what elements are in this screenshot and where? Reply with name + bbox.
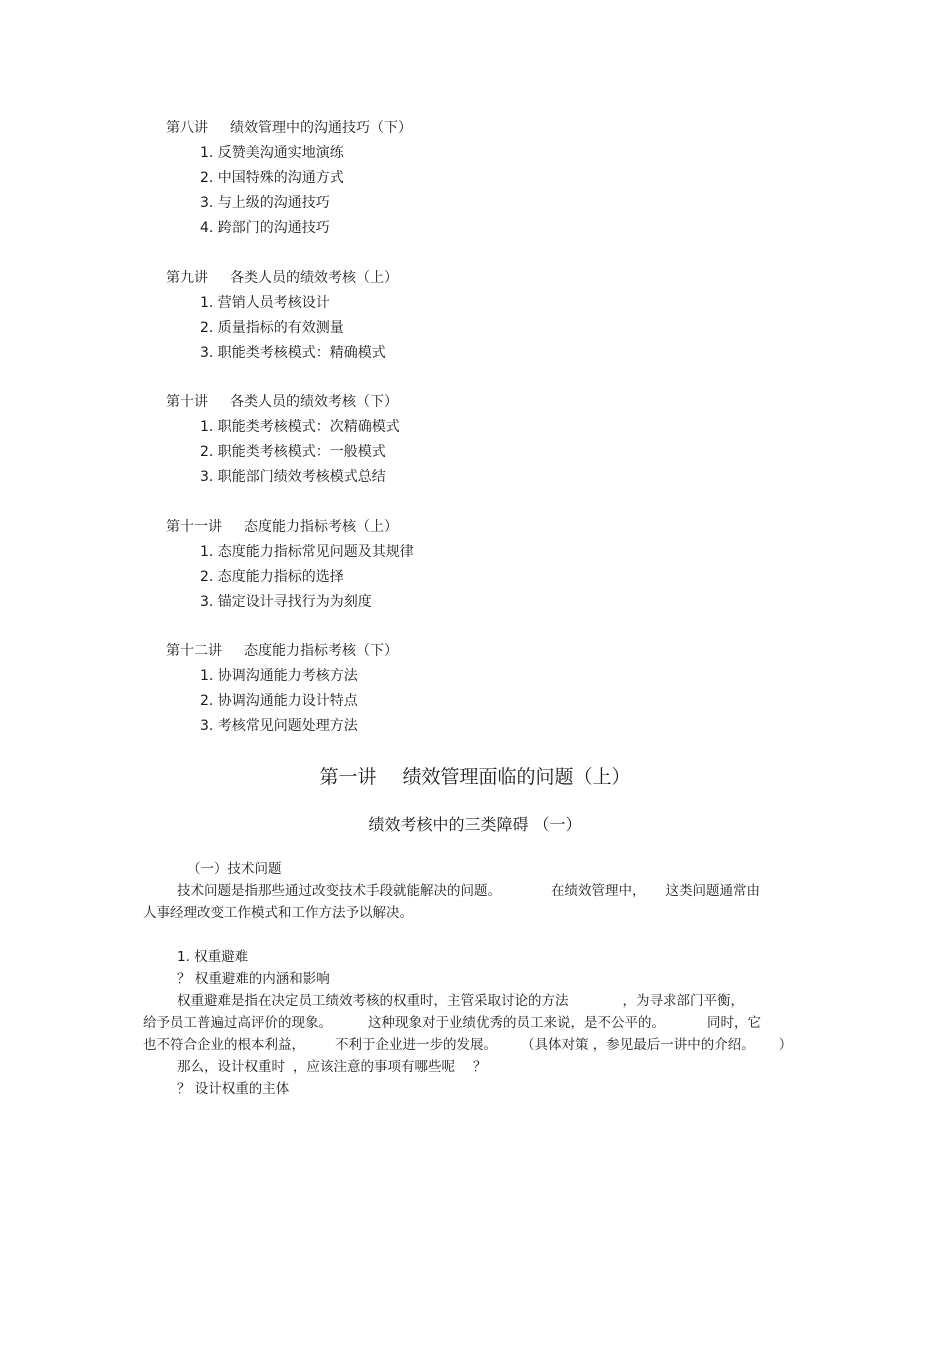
text-segment: （具体对策 ，参见最后一讲中的介绍。 <box>521 1037 755 1053</box>
text-segment: 同时，它 <box>707 1015 761 1031</box>
list-item: 1. 协调沟通能力考核方法 <box>200 668 358 684</box>
text-segment: 不利于企业进一步的发展。 <box>335 1037 497 1053</box>
chapter-heading <box>0 763 950 791</box>
blank-line <box>143 924 808 946</box>
text-segment: 给予员工普遍过高评价的现象。 <box>143 1015 332 1031</box>
list-item: 2. 中国特殊的沟通方式 <box>200 170 344 186</box>
text-segment: 权重避难是指在决定员工绩效考核的权重时，主管采取讨论的方法 <box>177 993 569 1009</box>
sub-heading: （一）技术问题 <box>187 861 282 877</box>
text-segment: 这种现象对于业绩优秀的员工来说，是不公平的。 <box>368 1015 665 1031</box>
paragraph-line <box>143 1034 808 1056</box>
lecture-name: 各类人员的绩效考核（下） <box>230 394 398 410</box>
list-item: 2. 协调沟通能力设计特点 <box>200 693 358 709</box>
list-item: 1. 权重避难 <box>177 949 249 965</box>
text-segment: ，应该注意的事项有哪些呢 <box>293 1059 455 1075</box>
paragraph-line <box>143 1012 808 1034</box>
list-item: 3. 考核常见问题处理方法 <box>200 718 358 734</box>
list-item: 1. 态度能力指标常见问题及其规律 <box>200 544 414 560</box>
lecture-11 <box>166 515 414 615</box>
lecture-name: 态度能力指标考核（上） <box>244 519 398 535</box>
list-item: 3. 职能类考核模式：精确模式 <box>200 345 386 361</box>
list-item: 1. 营销人员考核设计 <box>200 295 330 311</box>
lecture-title <box>166 515 414 540</box>
list-item: 4. 跨部门的沟通技巧 <box>200 220 330 236</box>
text-segment: 在绩效管理中， <box>551 883 646 899</box>
paragraph-line <box>143 990 808 1012</box>
question-line: ？ 设计权重的主体 <box>177 1081 290 1097</box>
list-item: 1. 职能类考核模式：次精确模式 <box>200 419 400 435</box>
text-segment: 那么，设计权重时 <box>177 1059 285 1075</box>
text-segment: 也不符合企业的根本利益， <box>143 1037 305 1053</box>
lecture-number: 第十二讲 <box>166 643 222 659</box>
lecture-9 <box>166 266 398 366</box>
lecture-number: 第十一讲 <box>166 519 222 535</box>
lecture-name: 态度能力指标考核（下） <box>244 643 398 659</box>
list-item: 2. 质量指标的有效测量 <box>200 320 344 336</box>
list-item: 2. 态度能力指标的选择 <box>200 569 344 585</box>
lecture-name: 各类人员的绩效考核（上） <box>230 270 398 286</box>
text-segment: ） <box>778 1037 793 1053</box>
chapter-number: 第一讲 <box>319 766 377 788</box>
lecture-12 <box>166 639 398 739</box>
list-item: 3. 锚定设计寻找行为为刻度 <box>200 594 372 610</box>
list-item: 2. 职能类考核模式：一般模式 <box>200 444 386 460</box>
paragraph-line: 人事经理改变工作模式和工作方法予以解决。 <box>143 905 413 921</box>
lecture-title <box>166 116 412 141</box>
text-segment: 这类问题通常由 <box>665 883 760 899</box>
text-segment: ，为寻求部门平衡， <box>622 993 744 1009</box>
lecture-number: 第九讲 <box>166 270 208 286</box>
lecture-title <box>166 266 398 291</box>
question-line: ？ 权重避难的内涵和影响 <box>177 971 330 987</box>
lecture-name: 绩效管理中的沟通技巧（下） <box>230 120 412 136</box>
paragraph-line <box>143 1056 808 1078</box>
lecture-number: 第八讲 <box>166 120 208 136</box>
lecture-number: 第十讲 <box>166 394 208 410</box>
list-item: 1. 反赞美沟通实地演练 <box>200 145 344 161</box>
lecture-title <box>166 639 398 664</box>
lecture-8 <box>166 116 412 241</box>
section-heading: 绩效考核中的三类障碍 （一） <box>368 815 582 834</box>
list-item: 3. 职能部门绩效考核模式总结 <box>200 469 386 485</box>
lecture-10 <box>166 390 400 490</box>
body-text <box>143 858 808 1100</box>
paragraph-line <box>143 880 808 902</box>
text-segment: ？ <box>473 1059 487 1075</box>
list-item: 3. 与上级的沟通技巧 <box>200 195 330 211</box>
text-segment: 技术问题是指那些通过改变技术手段就能解决的问题。 <box>177 883 501 899</box>
lecture-title <box>166 390 400 415</box>
chapter-title: 绩效管理面临的问题（上） <box>402 766 631 788</box>
